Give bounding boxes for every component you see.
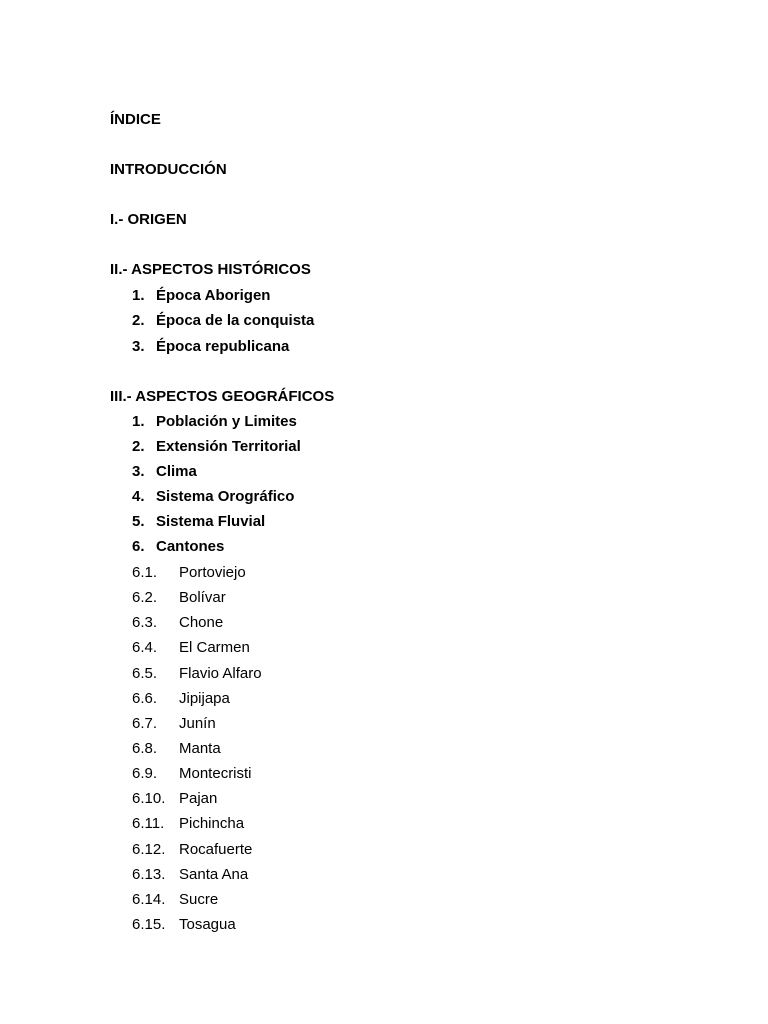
list-item-number: 4.: [132, 488, 145, 505]
list-item-number: 1.: [132, 287, 145, 304]
canton-number: 6.9.: [132, 765, 158, 782]
canton-label: Portoviejo: [179, 564, 246, 581]
canton-number: 6.11.: [132, 815, 165, 832]
canton-number: 6.8.: [132, 740, 158, 757]
canton-label: Manta: [179, 740, 221, 757]
list-item-label: Población y Limites: [156, 413, 297, 430]
list-item-number: 3.: [132, 463, 145, 480]
list-item-number: 6.: [132, 538, 145, 555]
canton-number: 6.13.: [132, 866, 166, 883]
canton-label: Pajan: [179, 790, 218, 807]
list-item-number: 5.: [132, 513, 145, 530]
list-item-number: 2.: [132, 438, 145, 455]
canton-label: Santa Ana: [179, 866, 249, 883]
list-item-label: Sistema Fluvial: [156, 513, 266, 530]
list-item-label: Extensión Territorial: [156, 438, 301, 455]
canton-number: 6.7.: [132, 715, 158, 732]
canton-label: Chone: [179, 614, 224, 631]
canton-label: Sucre: [179, 891, 219, 908]
canton-number: 6.6.: [132, 690, 158, 707]
list-item-label: Época republicana: [156, 338, 290, 355]
heading-aspectos-historicos: II.- ASPECTOS HISTÓRICOS: [110, 261, 311, 278]
canton-label: Rocafuerte: [179, 841, 253, 858]
canton-label: Flavio Alfaro: [179, 665, 262, 682]
canton-number: 6.12.: [132, 841, 166, 858]
canton-label: Pichincha: [179, 815, 245, 832]
canton-number: 6.4.: [132, 639, 158, 656]
canton-number: 6.14.: [132, 891, 166, 908]
canton-label: Bolívar: [179, 589, 226, 606]
canton-label: Jipijapa: [179, 690, 230, 707]
list-item-number: 2.: [132, 312, 145, 329]
list-item-label: Cantones: [156, 538, 225, 555]
canton-label: Tosagua: [179, 916, 236, 933]
heading-introduccion: INTRODUCCIÓN: [110, 161, 227, 178]
canton-label: Junín: [179, 715, 216, 732]
canton-label: Montecristi: [179, 765, 252, 782]
heading-aspectos-geograficos: III.- ASPECTOS GEOGRÁFICOS: [110, 388, 335, 405]
list-item-label: Época Aborigen: [156, 287, 271, 304]
list-item-label: Clima: [156, 463, 197, 480]
canton-number: 6.10.: [132, 790, 166, 807]
canton-number: 6.15.: [132, 916, 166, 933]
list-item-label: Época de la conquista: [156, 312, 315, 329]
canton-number: 6.1.: [132, 564, 158, 581]
list-item-label: Sistema Orográfico: [156, 488, 295, 505]
canton-number: 6.2.: [132, 589, 158, 606]
list-item-number: 1.: [132, 413, 145, 430]
heading-indice: ÍNDICE: [110, 111, 161, 128]
canton-number: 6.5.: [132, 665, 158, 682]
list-item-number: 3.: [132, 338, 145, 355]
canton-label: El Carmen: [179, 639, 250, 656]
canton-number: 6.3.: [132, 614, 158, 631]
heading-origen: I.- ORIGEN: [110, 211, 187, 228]
